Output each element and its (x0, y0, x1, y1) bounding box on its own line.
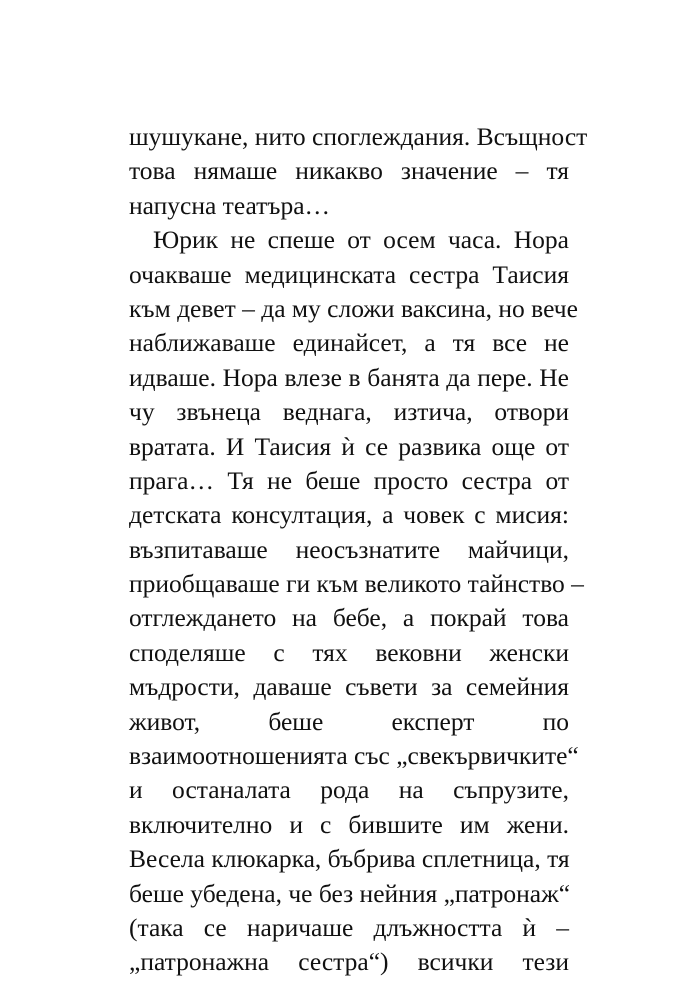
text-line: към девет – да му сложи ваксина, но вече (129, 293, 578, 323)
text-line: идваше. Нора влезе в банята да пере. Не (129, 362, 569, 392)
text-line: споделяше с тях вековни женски (129, 637, 569, 667)
text-line: включително и с бившите им жени. (129, 809, 569, 839)
text-line: мъдрости, даваше съвети за семейния (129, 672, 569, 702)
text-line: Весела клюкарка, бъбрива сплетница, тя (129, 844, 570, 874)
text-line: чу звънеца веднага, изтича, отвори (129, 397, 569, 427)
text-line: отглеждането на бебе, а покрай това (129, 603, 569, 633)
text-line: (така се наричаше длъжността ѝ – (129, 912, 569, 942)
text-line: напусна театъра… (129, 190, 331, 220)
page-text (129, 120, 588, 980)
text-line: шушукане, нито споглеждания. Всъщност (129, 122, 588, 151)
text-line: това нямаше никакво значение – тя (129, 156, 569, 186)
text-line: приобщаваше ги към великото тайнство – (129, 569, 584, 599)
text-line: вратата. И Таисия ѝ се развика още от (129, 431, 569, 461)
paragraph-start-line: Юрик не спеше от осем часа. Нора (153, 225, 569, 255)
text-line: и останалата рода на съпрузите, (129, 775, 569, 805)
text-line: очакваше медицинската сестра Таисия (129, 259, 569, 289)
text-line: детската консултация, а човек с мисия: (129, 500, 569, 530)
text-line: наближаваше единайсет, а тя все не (129, 328, 569, 358)
text-line: прага… Тя не беше просто сестра от (129, 465, 569, 495)
text-line: живот, беше експерт по (129, 706, 569, 736)
text-line: възпитаваше неосъзнатите майчици, (129, 534, 569, 564)
text-line: „патронажна сестра“) всички тези (129, 947, 569, 977)
text-line: беше убедена, че без нейния „патронаж“ (129, 878, 571, 908)
text-line: взаимоотношенията със „свекървичките“ (129, 741, 579, 771)
